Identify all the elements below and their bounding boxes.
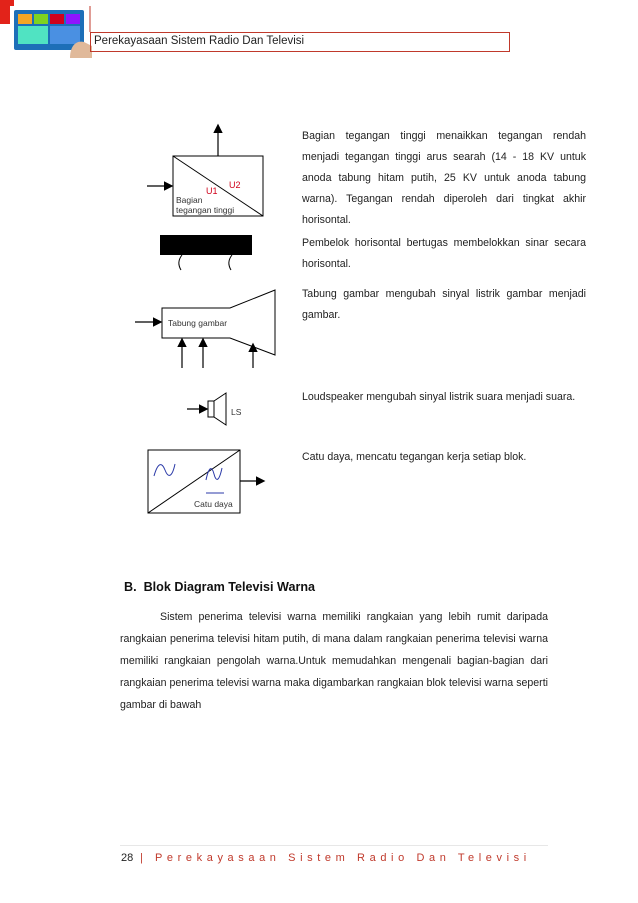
u2-label: U2	[229, 180, 241, 190]
hv-label-line1: Bagian	[176, 195, 203, 205]
picture-tube-block	[135, 290, 275, 368]
desc-power-supply: Catu daya, mencatu tegangan kerja setiap blok.	[302, 451, 527, 463]
footer-rule	[120, 845, 548, 846]
picture-tube-label: Tabung gambar	[168, 318, 228, 328]
header-title: Perekayasaan Sistem Radio Dan Televisi	[94, 35, 305, 47]
page-number: 28	[121, 852, 134, 864]
tv-thumbnail-image	[10, 6, 92, 58]
loudspeaker-block	[187, 393, 226, 425]
desc-picture-tube: Tabung gambar mengubah sinyal listrik gambar menjadi gambar.	[302, 288, 586, 321]
u1-label: U1	[206, 186, 218, 196]
hv-label-line2: tegangan tinggi	[176, 205, 235, 215]
desc-loudspeaker: Loudspeaker mengubah sinyal listrik suara menjadi suara.	[302, 391, 576, 403]
power-supply-label: Catu daya	[194, 499, 233, 509]
footer-title: Perekayasaan Sistem Radio Dan Televisi	[155, 852, 531, 864]
horizontal-deflection-block	[160, 235, 252, 270]
header-divider	[88, 6, 92, 32]
footer-separator: |	[140, 852, 143, 864]
high-voltage-block	[147, 126, 263, 216]
desc-horizontal-deflection: Pembelok horisontal bertugas membelokkan sinar secara horisontal.	[302, 237, 586, 270]
section-title: B. Blok Diagram Televisi Warna	[124, 580, 316, 594]
section-body: Sistem penerima televisi warna memiliki rangkaian yang lebih rumit daripada rangkaian penerima televisi hitam putih, di mana dalam rangkaian penerima televisi warna memiliki rangkaian pengolah warna.Untuk memudahkan mengenali bagian-bagian dari rangkaian penerima televisi warna maka digambarkan rangkaian blok televisi warna seperti gambar di bawah	[120, 611, 548, 711]
speaker-label: LS	[231, 407, 242, 417]
desc-high-voltage: Bagian tegangan tinggi menaikkan tegangan rendah menjadi tegangan tinggi arus searah (14 - 18 KV untuk anoda tabung hitam putih, 25 KV untuk anoda tabung warna). Tegangan rendah diperoleh dari tingkat akhir horisontal.	[302, 130, 586, 226]
